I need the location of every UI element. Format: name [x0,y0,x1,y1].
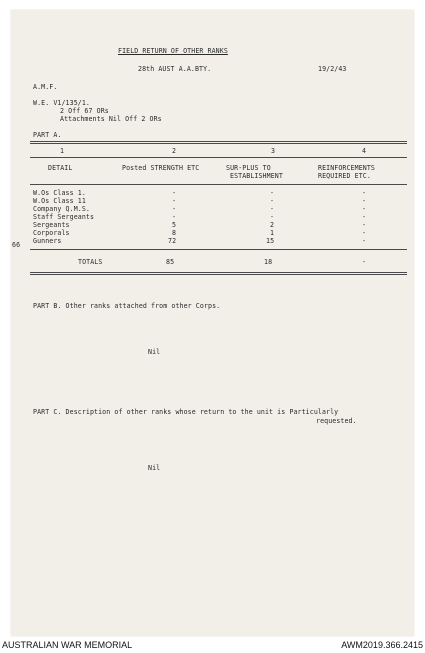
row-detail: Gunners [33,237,62,245]
row-reinf: - [362,221,367,229]
row-reinf: - [362,205,367,213]
table-rule-bottom-2 [30,274,407,275]
org-label: A.M.F. [33,83,58,91]
part-c-text: PART C. Description of other ranks whose return to the unit is Particularly [33,408,339,416]
header-reinf-1: REINFORCEMENTS [318,164,375,172]
row-surplus: - [270,189,275,197]
row-detail: Company Q.M.S. [33,205,90,213]
row-posted: - [172,197,177,205]
we-strength: 2 Off 67 ORs [60,107,109,115]
row-surplus: - [270,197,275,205]
row-detail: Corporals [33,229,70,237]
totals-reinf: - [362,258,367,266]
row-surplus: - [270,213,275,221]
row-posted: 5 [172,221,177,229]
document-title: FIELD RETURN OF OTHER RANKS [118,47,228,55]
table-rule-top [30,141,407,142]
table-rule-header [30,157,407,158]
row-reinf: - [362,237,367,245]
row-reinf: - [362,229,367,237]
row-reinf: - [362,213,367,221]
we-reference: W.E. V1/135/1. [33,99,90,107]
table-rule-bottom [30,272,407,273]
totals-surplus: 18 [264,258,273,266]
header-surplus-1: SUR-PLUS TO [226,164,271,172]
row-detail: Staff Sergeants [33,213,95,221]
col-number-2: 2 [172,147,177,155]
header-posted: Posted STRENGTH ETC [122,164,200,172]
row-reinf: - [362,197,367,205]
col-number-1: 1 [60,147,65,155]
table-rule-top-2 [30,143,407,144]
part-c-value: Nil [148,464,161,472]
row-posted: 8 [172,229,177,237]
part-a-label: PART A. [33,131,62,139]
footer-credit: AUSTRALIAN WAR MEMORIAL [2,640,133,650]
col-number-4: 4 [362,147,367,155]
row-posted: - [172,189,177,197]
attachments-line: Attachments Nil Off 2 ORs [60,115,162,123]
row-posted: - [172,213,177,221]
totals-posted: 85 [166,258,175,266]
header-reinf-2: REQUIRED ETC. [318,172,371,180]
table-rule-body-top [30,184,407,185]
row-posted: - [172,205,177,213]
footer-accession-number: AWM2019.366.2415 [341,640,423,650]
col-number-3: 3 [271,147,276,155]
part-b-value: Nil [148,348,161,356]
row-detail: W.Os Class 1. [33,189,86,197]
row-detail: Sergeants [33,221,70,229]
margin-note: 66 [12,241,21,249]
header-detail: DETAIL [48,164,73,172]
part-b-text: PART B. Other ranks attached from other Corps. [33,302,221,310]
row-posted: 72 [168,237,177,245]
part-c-text-2: requested. [316,417,357,425]
header-surplus-2: ESTABLISHMENT [230,172,283,180]
row-surplus: 2 [270,221,275,229]
table-rule-totals-top [30,249,407,250]
row-reinf: - [362,189,367,197]
row-surplus: - [270,205,275,213]
unit-name: 28th AUST A.A.BTY. [138,65,212,73]
row-detail: W.Os Class 11 [33,197,86,205]
row-surplus: 1 [270,229,275,237]
totals-label: TOTALS [78,258,103,266]
row-surplus: 15 [266,237,275,245]
document-date: 19/2/43 [318,65,347,73]
